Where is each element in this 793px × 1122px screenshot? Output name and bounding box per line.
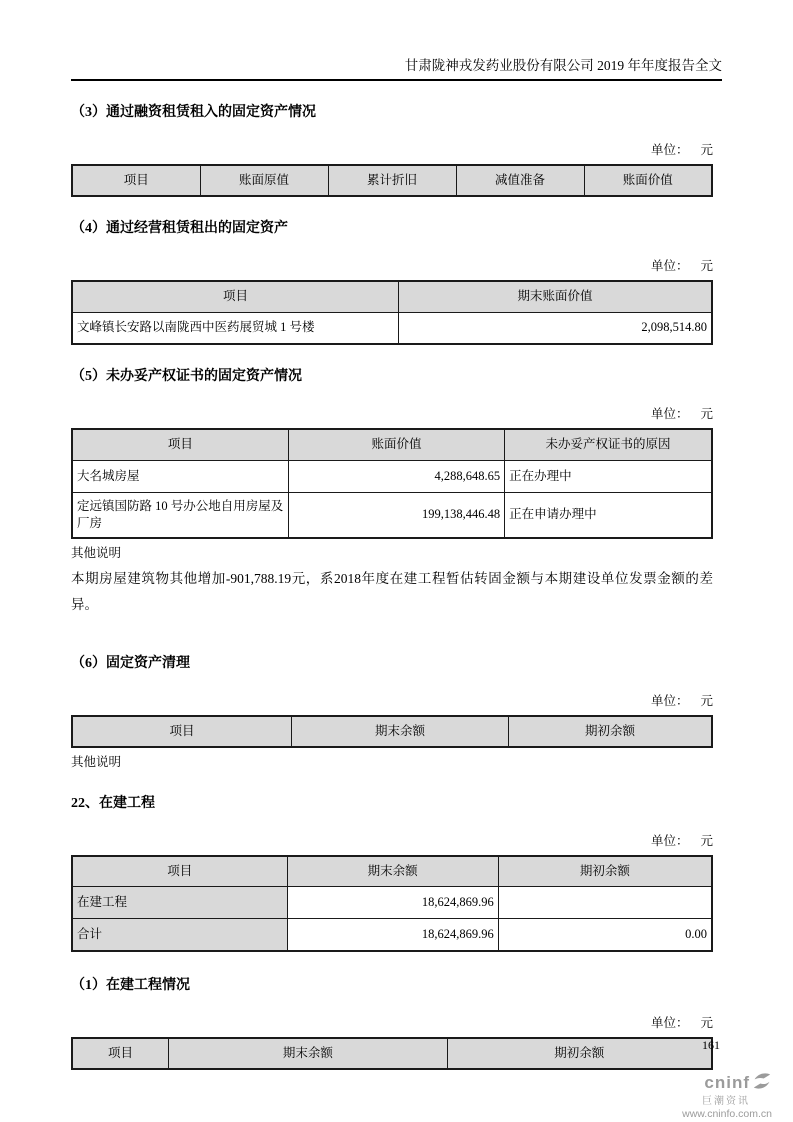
construction-detail-table bbox=[71, 1037, 713, 1070]
cninfo-watermark bbox=[682, 1072, 772, 1120]
document-header bbox=[71, 0, 722, 81]
table-header-cell: 期初余额 bbox=[508, 716, 712, 747]
item-cell: 大名城房屋 bbox=[72, 460, 288, 492]
unit-line bbox=[71, 143, 713, 158]
table-header-cell: 项目 bbox=[72, 281, 398, 312]
table-header-row bbox=[72, 429, 712, 460]
section-heading-22-1: （1）在建工程情况 bbox=[71, 977, 190, 993]
unit-currency: 元 bbox=[700, 693, 713, 708]
fixed-asset-disposal-table bbox=[71, 715, 713, 748]
unit-currency: 元 bbox=[700, 407, 713, 421]
table-header-row bbox=[72, 165, 712, 196]
value-cell: 4,288,648.65 bbox=[288, 460, 504, 492]
other-note-label: 其他说明 bbox=[71, 754, 122, 769]
table-header-cell: 项目 bbox=[72, 165, 200, 196]
table-row bbox=[72, 919, 712, 951]
unit-currency: 元 bbox=[700, 833, 713, 848]
unit-label: 单位： bbox=[650, 143, 689, 157]
page-number: 161 bbox=[702, 1038, 720, 1052]
table-header-cell: 期末账面价值 bbox=[398, 281, 712, 312]
cninfo-url: www.cninfo.com.cn bbox=[682, 1107, 772, 1120]
unit-line bbox=[71, 694, 713, 709]
unit-line bbox=[71, 407, 713, 422]
item-cell: 文峰镇长安路以南陇西中医药展贸城 1 号楼 bbox=[72, 312, 398, 344]
unit-label: 单位： bbox=[650, 693, 689, 708]
table-row bbox=[72, 887, 712, 919]
table-header-cell: 期初余额 bbox=[498, 856, 712, 887]
table-header-cell: 项目 bbox=[72, 856, 287, 887]
cninfo-logo-row bbox=[682, 1072, 772, 1095]
section-heading-22: 22、在建工程 bbox=[71, 795, 155, 811]
reason-cell: 正在申请办理中 bbox=[505, 492, 712, 538]
value-cell: 199,138,446.48 bbox=[288, 492, 504, 538]
item-cell: 定远镇国防路 10 号办公地自用房屋及厂房 bbox=[72, 492, 288, 538]
table-header-cell: 期末余额 bbox=[292, 716, 509, 747]
item-cell: 合计 bbox=[72, 919, 287, 951]
item-cell: 在建工程 bbox=[72, 887, 287, 919]
construction-in-progress-table bbox=[71, 855, 713, 952]
table-header-cell: 减值准备 bbox=[456, 165, 584, 196]
beginning-balance-cell bbox=[498, 887, 712, 919]
unit-line bbox=[71, 1016, 713, 1031]
unit-label: 单位： bbox=[650, 1015, 689, 1030]
table-header-cell: 项目 bbox=[72, 716, 292, 747]
unit-currency: 元 bbox=[700, 259, 713, 273]
table-header-cell: 项目 bbox=[72, 429, 288, 460]
unit-label: 单位： bbox=[650, 407, 689, 421]
unit-currency: 元 bbox=[700, 143, 713, 157]
other-note-paragraph: 本期房屋建筑物其他增加-901,788.19元，系2018年度在建工程暂估转固金额与本期建设单位发票金额的差异。 bbox=[71, 570, 713, 612]
cninfo-chinese-name: 巨潮资讯 bbox=[702, 1095, 750, 1107]
table-header-row bbox=[72, 856, 712, 887]
section-heading-4: （4）通过经营租赁租出的固定资产 bbox=[71, 221, 288, 236]
other-note-label: 其他说明 bbox=[71, 545, 122, 560]
table-header-cell: 累计折旧 bbox=[328, 165, 456, 196]
table-row bbox=[72, 492, 712, 538]
unit-line bbox=[71, 834, 713, 849]
table-header-cell: 期初余额 bbox=[447, 1038, 712, 1069]
table-header-cell: 账面原值 bbox=[200, 165, 328, 196]
table-header-cell: 项目 bbox=[72, 1038, 169, 1069]
unit-label: 单位： bbox=[650, 259, 689, 273]
table-header-cell: 账面价值 bbox=[288, 429, 504, 460]
table-header-row bbox=[72, 281, 712, 312]
ending-balance-cell: 18,624,869.96 bbox=[287, 887, 498, 919]
page-content bbox=[71, 0, 722, 1070]
reason-cell: 正在办理中 bbox=[505, 460, 712, 492]
table-header-row bbox=[72, 716, 712, 747]
table-row bbox=[72, 312, 712, 344]
table-header-cell: 期末余额 bbox=[169, 1038, 447, 1069]
beginning-balance-cell: 0.00 bbox=[498, 919, 712, 951]
value-cell: 2,098,514.80 bbox=[398, 312, 712, 344]
finance-lease-in-table bbox=[71, 164, 713, 197]
ending-balance-cell: 18,624,869.96 bbox=[287, 919, 498, 951]
section-heading-3: （3）通过融资租赁租入的固定资产情况 bbox=[71, 105, 316, 120]
table-header-cell: 账面价值 bbox=[584, 165, 712, 196]
table-header-cell: 期末余额 bbox=[287, 856, 498, 887]
table-header-cell: 未办妥产权证书的原因 bbox=[505, 429, 712, 460]
unit-label: 单位： bbox=[650, 833, 689, 848]
cninfo-logo-text: cninf bbox=[704, 1072, 750, 1092]
cninfo-swirl-icon bbox=[752, 1072, 772, 1095]
document-title: 甘肃陇神戎发药业股份有限公司 2019 年年度报告全文 bbox=[404, 58, 722, 73]
table-header-row bbox=[72, 1038, 712, 1069]
operating-lease-out-table bbox=[71, 280, 713, 345]
section-heading-5: （5）未办妥产权证书的固定资产情况 bbox=[71, 369, 302, 384]
table-row bbox=[72, 460, 712, 492]
unit-line bbox=[71, 259, 713, 274]
no-title-certificate-table bbox=[71, 428, 713, 539]
unit-currency: 元 bbox=[700, 1015, 713, 1030]
section-heading-6: （6）固定资产清理 bbox=[71, 655, 190, 671]
